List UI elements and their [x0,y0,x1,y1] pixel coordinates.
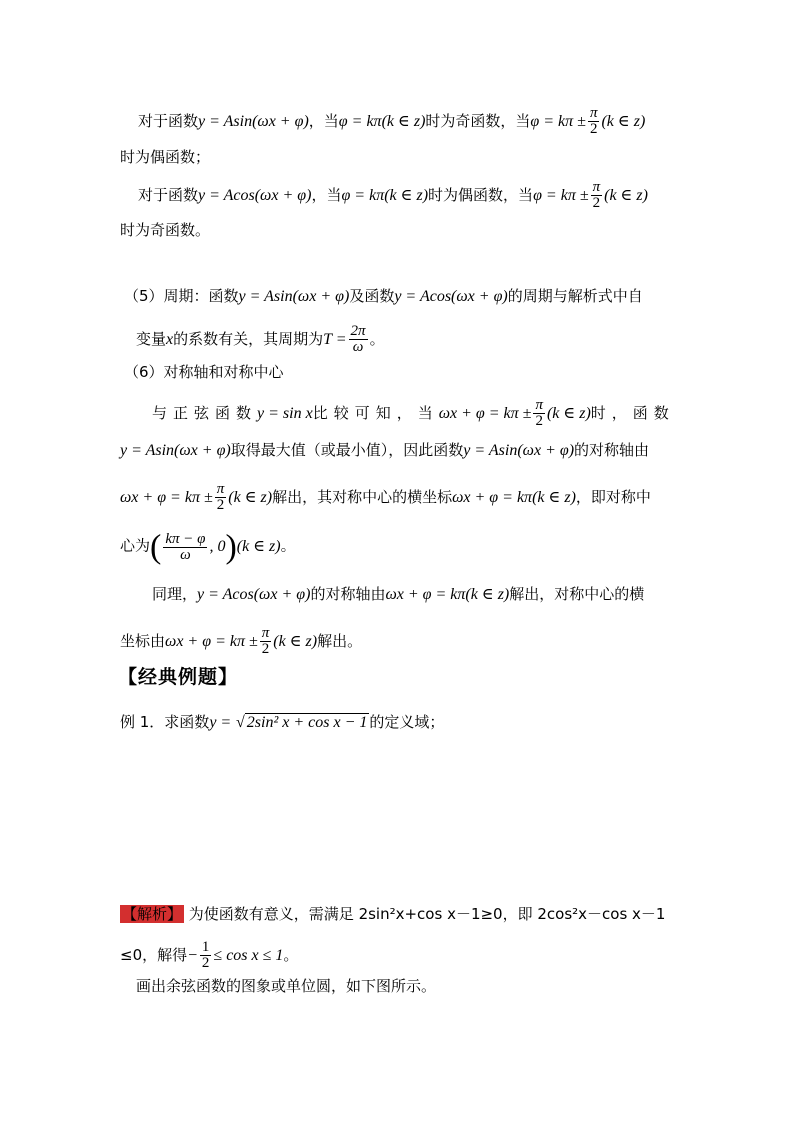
math-expr: y = Asin(ωx + φ) [463,442,575,459]
math-expr: ωx + φ = kπ ± [120,489,213,506]
math-expr: ≤ cos x ≤ 1 [213,947,284,964]
text-span: 变量 [136,330,167,348]
text-span: 。 [283,946,299,964]
text-line [136,324,385,355]
text-span: 坐标由 [120,632,166,650]
math-expr: y = Acos(ωx + φ) [198,187,312,204]
text-span: ，当 [311,186,342,204]
math-expr: φ = kπ(k ∈ z) [341,187,429,204]
fraction: $\frac{\pi}{2}$ [592,179,601,211]
text-span: 。 [369,330,385,348]
text-span: 。 [280,536,296,555]
text-span: （5）周期：函数 [124,287,239,305]
fraction: $\frac{\pi}{2}$ [216,481,225,513]
math-expr: ωx + φ = kπ ± [438,405,532,422]
text-span: 例 1．求函数 [120,713,210,731]
math-expr: (k ∈ z) [604,187,648,204]
text-span: ≤0，解得 [120,946,188,964]
text-span: 比较可知，当 [312,404,439,422]
analysis-line [120,904,665,924]
text-span: 与正弦函数 [152,404,258,422]
math-expr: (k ∈ z) [601,113,646,130]
text-line [120,440,649,461]
text-line [120,530,296,564]
example-question [120,712,444,733]
text-line [138,106,645,137]
fraction: $\frac{2\pi}{\omega}$ [350,323,366,355]
text-span: 同理， [152,585,198,603]
text-span: 对于函数 [138,112,199,130]
math-expr: (k ∈ z) [546,405,591,422]
text-span: 时，函数 [590,404,675,422]
analysis-line [120,940,298,971]
text-span: 时为奇函数。 [120,221,211,239]
math-expr: y = sin x [257,405,313,422]
text-span: 的对称轴由 [574,441,650,459]
sqrt-expr: √ 2sin² x + cos x − 1 [236,714,368,731]
math-expr: ωx + φ = kπ(k ∈ z) [452,489,576,506]
math-expr: ωx + φ = kπ ± [165,633,258,650]
math-expr: T = [323,331,347,348]
text-line [152,584,644,605]
text-line [120,626,362,657]
text-span: 为使函数有意义，需满足 2sin²x+cos x－1≥0，即 2cos²x－cos x－1 [188,905,666,923]
text-span: 解出。 [317,632,363,650]
math-expr: φ = kπ(k ∈ z) [338,113,426,130]
math-expr: y = [209,714,232,731]
fraction: $\frac{1}{2}$ [201,939,210,971]
text-span: 取得最大值（或最小值），因此函数 [230,441,464,459]
math-expr: y = Acos(ωx + φ) [394,288,508,305]
math-expr: x [166,331,174,348]
text-span: 解出，其对称中心的横坐标 [272,488,453,506]
math-expr: y = Asin(ωx + φ) [198,113,309,130]
fraction: $\frac{\pi}{2}$ [535,397,543,429]
text-span: ，当 [308,112,339,130]
math-expr: y = Asin(ωx + φ) [120,442,231,459]
math-expr: ( $\frac{k\pi - \varphi}{\omega}$ , 0)(k ∈ z) [150,528,281,565]
math-expr: (k ∈ z) [273,633,318,650]
fraction: $\frac{\pi}{2}$ [589,105,598,137]
math-expr: φ = kπ ± [530,113,586,130]
text-span: 的对称轴由 [310,585,386,603]
text-span: 时为奇函数，当 [425,112,531,130]
text-line [124,286,643,307]
analysis-line [136,976,436,996]
math-expr: ωx + φ = kπ(k ∈ z) [385,586,510,603]
text-line [120,220,210,240]
text-span: 解出，对称中心的横 [509,585,645,603]
section-title: 【经典例题】 [118,666,239,688]
text-span: 的系数有关，其周期为 [173,330,324,348]
text-span: 时为偶函数，当 [428,186,534,204]
text-span: 时为偶函数； [120,148,211,166]
text-line [120,147,210,167]
fraction: $\frac{\pi}{2}$ [261,625,270,657]
math-expr: φ = kπ ± [533,187,589,204]
text-span: 的周期与解析式中自 [507,287,643,305]
math-expr: − [187,947,198,964]
text-span: 画出余弦函数的图象或单位圆，如下图所示。 [136,977,437,995]
fraction: $\frac{k\pi - \varphi}{\omega}$ [165,530,206,563]
math-expr: (k ∈ z) [228,489,273,506]
math-expr: y = Asin(ωx + φ) [238,288,350,305]
section-heading: （6）对称轴和对称中心 [124,363,284,381]
analysis-tag: 【解析】 [122,905,183,923]
text-span: ，即对称中 [575,488,651,506]
text-span: 的定义域； [369,713,445,731]
math-expr: y = Acos(ωx + φ) [197,586,311,603]
text-line [138,180,648,211]
text-span: 对于函数 [138,186,199,204]
text-span: 心为 [120,536,151,555]
text-line [120,482,651,513]
text-line [152,398,675,429]
text-span: 及函数 [349,287,395,305]
